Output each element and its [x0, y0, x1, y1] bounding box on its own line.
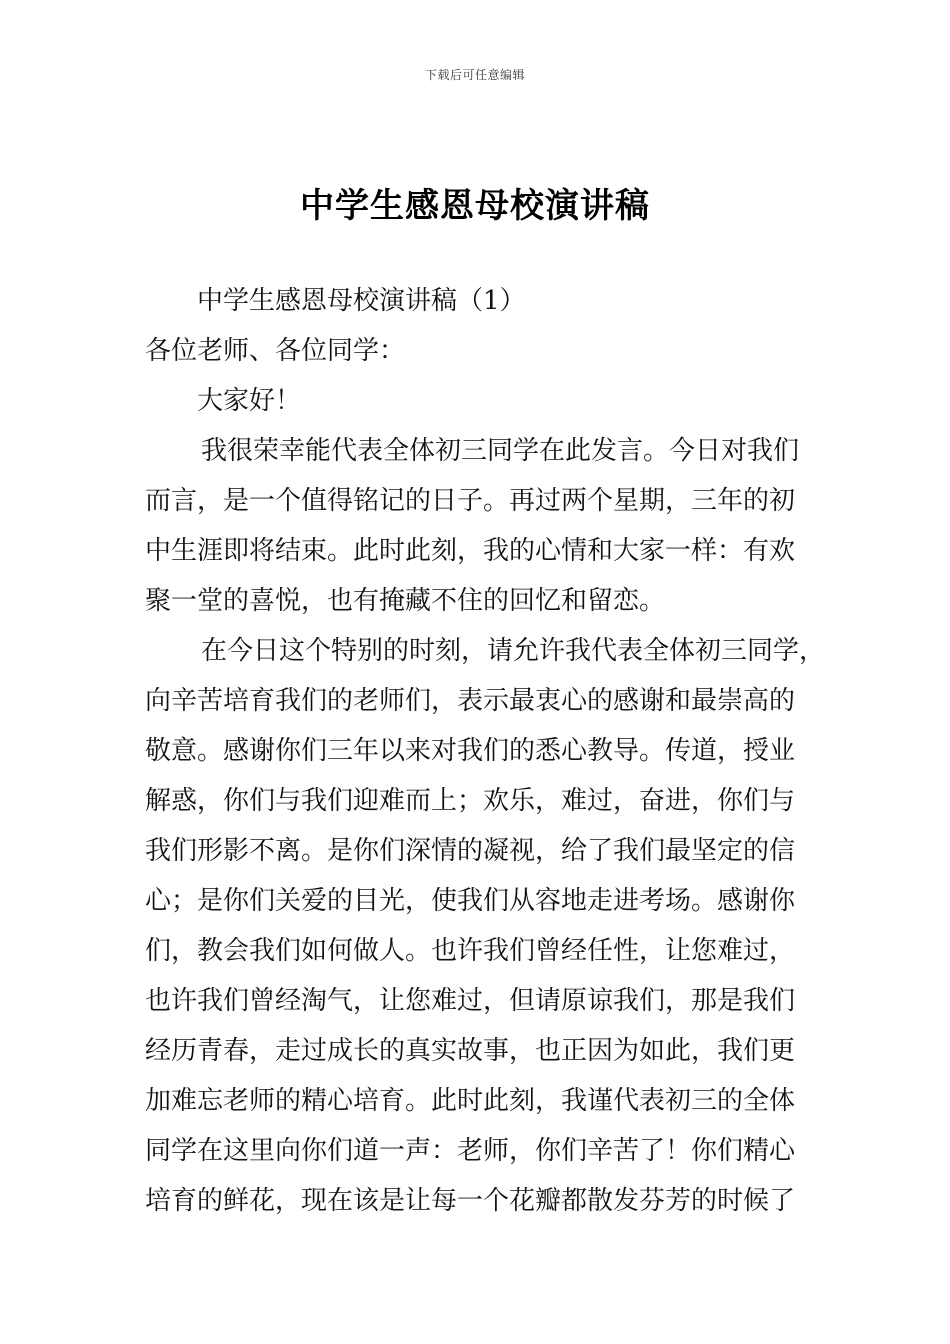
paragraph-line: 敬意。感谢你们三年以来对我们的悉心教导。传道，授业: [145, 736, 796, 766]
paragraph-line: 培育的鲜花，现在该是让每一个花瓣都散发芬芳的时候了: [145, 1186, 796, 1216]
paragraph-line: 我们形影不离。是你们深情的凝视，给了我们最坚定的信: [145, 836, 796, 866]
paragraph-line: 解惑，你们与我们迎难而上；欢乐，难过，奋进，你们与: [145, 786, 796, 816]
salutation: 各位老师、各位同学：: [145, 336, 406, 366]
paragraph-line: 也许我们曾经淘气，让您难过，但请原谅我们，那是我们: [145, 986, 796, 1016]
section-heading: 中学生感恩母校演讲稿（1）: [197, 286, 526, 316]
greeting: 大家好！: [197, 386, 302, 416]
paragraph-line: 中生涯即将结束。此时此刻，我的心情和大家一样：有欢: [145, 536, 796, 566]
header-note: 下载后可任意编辑: [424, 68, 525, 82]
paragraph-line: 在今日这个特别的时刻，请允许我代表全体初三同学，: [201, 636, 826, 666]
document-title: 中学生感恩母校演讲稿: [300, 186, 650, 226]
paragraph-line: 而言，是一个值得铭记的日子。再过两个星期，三年的初: [145, 486, 796, 516]
paragraph-line: 们，教会我们如何做人。也许我们曾经任性，让您难过，: [145, 936, 796, 966]
document-body: [145, 276, 825, 1226]
paragraph-line: 聚一堂的喜悦，也有掩藏不住的回忆和留恋。: [145, 586, 666, 616]
paragraph-line: 心；是你们关爱的目光，使我们从容地走进考场。感谢你: [145, 886, 796, 916]
paragraph-line: 经历青春，走过成长的真实故事，也正因为如此，我们更: [145, 1036, 796, 1066]
paragraph-line: 加难忘老师的精心培育。此时此刻，我谨代表初三的全体: [145, 1086, 796, 1116]
paragraph-line: 向辛苦培育我们的老师们，表示最衷心的感谢和最崇高的: [145, 686, 796, 716]
paragraph-line: 同学在这里向你们道一声：老师，你们辛苦了！你们精心: [145, 1136, 796, 1166]
paragraph-line: 我很荣幸能代表全体初三同学在此发言。今日对我们: [201, 436, 800, 466]
